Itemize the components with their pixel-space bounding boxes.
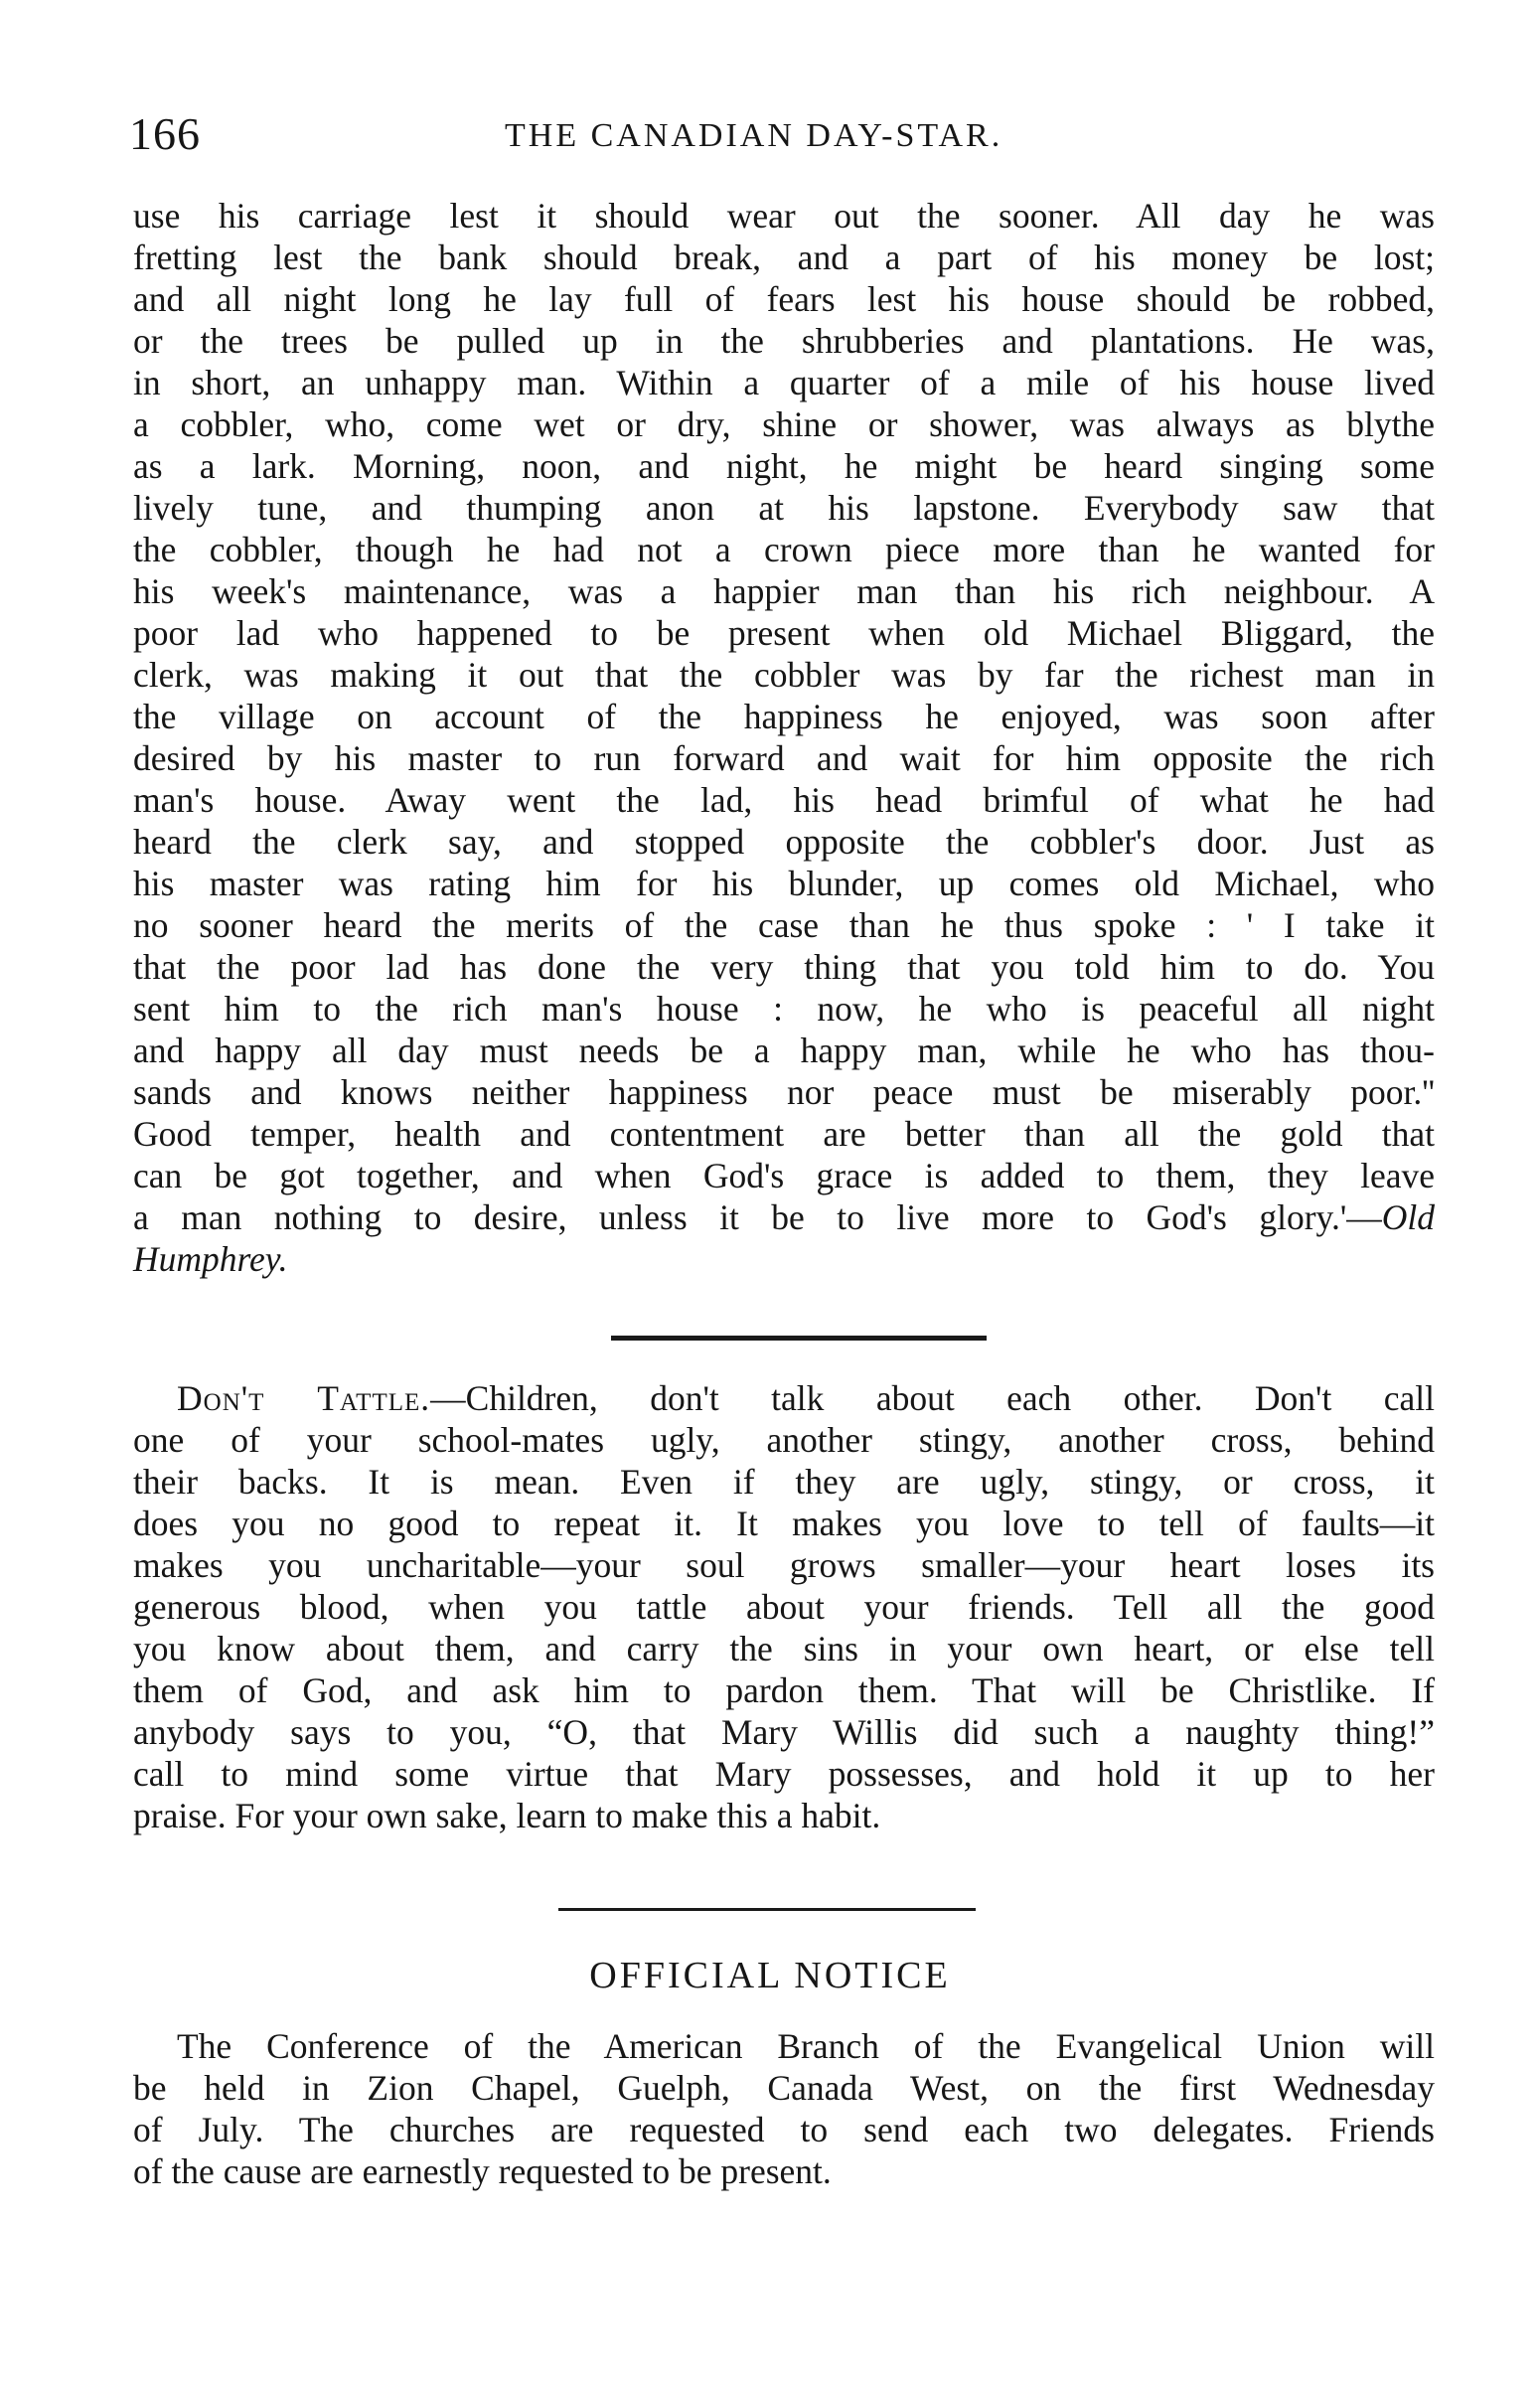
text-line: and happy all day must needs be a happy man, while he who has thou- (133, 1031, 1435, 1070)
text-line (133, 1238, 1435, 1280)
text-line: his week's maintenance, was a happier man than his rich neighbour. A (133, 571, 1435, 611)
text-line: them of God, and ask him to pardon them. That will be Christlike. If (133, 1670, 1435, 1710)
text-line: of the cause are earnestly requested to be present. (133, 2151, 832, 2191)
text-line: no sooner heard the merits of the case than he thus spoke : ' I take it (133, 905, 1435, 945)
text-line: the village on account of the happiness he enjoyed, was soon after (133, 697, 1435, 736)
text-segment: —Children, don't talk about each other. Don't call (430, 1378, 1436, 1418)
text-line: The Conference of the American Branch of the Evangelical Union will (177, 2026, 1435, 2066)
text-line: heard the clerk say, and stopped opposite the cobbler's door. Just as (133, 822, 1435, 862)
section-divider (611, 1336, 987, 1341)
running-title: THE CANADIAN DAY-STAR. (505, 117, 1003, 154)
text-line: generous blood, when you tattle about your friends. Tell all the good (133, 1587, 1435, 1627)
text-line: the cobbler, though he had not a crown piece more than he wanted for (133, 530, 1435, 569)
article-title: Don't Tattle. (177, 1378, 431, 1418)
text-line: fretting lest the bank should break, and a part of his money be lost; (133, 238, 1435, 277)
text-line: one of your school-mates ugly, another stingy, another cross, behind (133, 1420, 1435, 1460)
text-line: clerk, was making it out that the cobbler was by far the richest man in (133, 655, 1435, 695)
official-notice (133, 2025, 1435, 2192)
article-dont-tattle (133, 1377, 1435, 1836)
text-line: does you no good to repeat it. It makes you love to tell of faults—it (133, 1504, 1435, 1543)
text-line: as a lark. Morning, noon, and night, he might be heard singing some (133, 446, 1435, 486)
text-line: call to mind some virtue that Mary possesses, and hold it up to her (133, 1754, 1435, 1794)
text-line: use his carriage lest it should wear out the sooner. All day he was (133, 196, 1435, 236)
text-line: or the trees be pulled up in the shrubberies and plantations. He was, (133, 321, 1435, 361)
text-line: that the poor lad has done the very thing that you told him to do. You (133, 947, 1435, 987)
text-line: man's house. Away went the lad, his head brimful of what he had (133, 780, 1435, 820)
text-line: be held in Zion Chapel, Guelph, Canada West, on the first Wednesday (133, 2068, 1435, 2108)
text-line: their backs. It is mean. Even if they are ugly, stingy, or cross, it (133, 1462, 1435, 1502)
text-line: sands and knows neither happiness nor peace must be miserably poor.'' (133, 1072, 1435, 1112)
text-line: desired by his master to run forward and wait for him opposite the rich (133, 738, 1435, 778)
text-line: Good temper, health and contentment are better than all the gold that (133, 1114, 1435, 1154)
page-header (129, 107, 1431, 167)
text-segment: a man nothing to desire, unless it be to live more to God's glory.'— (133, 1197, 1382, 1237)
attribution-italic: Old (1381, 1197, 1435, 1237)
page-number: 166 (129, 108, 201, 159)
article-old-humphrey (133, 195, 1435, 1280)
text-line: of July. The churches are requested to send each two delegates. Friends (133, 2110, 1435, 2149)
text-line: you know about them, and carry the sins in your own heart, or else tell (133, 1629, 1435, 1668)
attribution-italic: Humphrey. (133, 1239, 288, 1279)
section-divider (558, 1908, 976, 1911)
text-line: poor lad who happened to be present when old Michael Bliggard, the (133, 613, 1435, 653)
text-line: his master was rating him for his blunder, up comes old Michael, who (133, 864, 1435, 903)
notice-heading: OFFICIAL NOTICE (589, 1955, 951, 1996)
text-line: and all night long he lay full of fears lest his house should be robbed, (133, 279, 1435, 319)
text-line: lively tune, and thumping anon at his lapstone. Everybody saw that (133, 488, 1435, 528)
text-line: in short, an unhappy man. Within a quarter of a mile of his house lived (133, 363, 1435, 402)
text-line: praise. For your own sake, learn to make this a habit. (133, 1796, 881, 1835)
text-line (133, 1196, 1435, 1238)
text-line (133, 1377, 1435, 1419)
text-line: makes you uncharitable—your soul grows smaller—your heart loses its (133, 1545, 1435, 1585)
text-line: a cobbler, who, come wet or dry, shine or shower, was always as blythe (133, 404, 1435, 444)
text-line: anybody says to you, “O, that Mary Willis did such a naughty thing!” (133, 1712, 1435, 1752)
text-line: sent him to the rich man's house : now, he who is peaceful all night (133, 989, 1435, 1029)
text-line: can be got together, and when God's grace is added to them, they leave (133, 1156, 1435, 1195)
